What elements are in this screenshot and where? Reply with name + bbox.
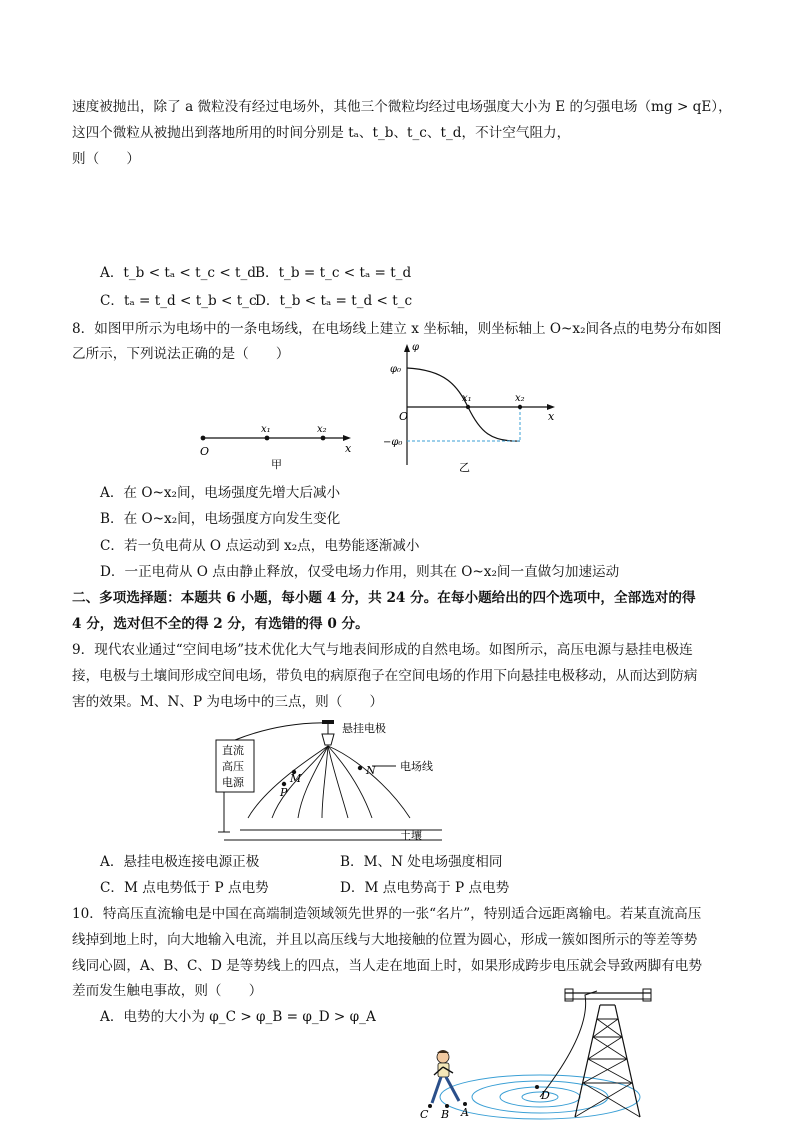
label-phi: φ — [412, 342, 420, 353]
q10-stem-line4: 差而发生触电事故，则（ ） — [72, 983, 263, 999]
point-d — [535, 1085, 539, 1089]
field-line-6 — [328, 746, 372, 818]
transmission-tower — [565, 989, 651, 1117]
q10-option-a[interactable]: A．电势的大小为 φ_C > φ_B = φ_D > φ_A — [100, 1009, 376, 1025]
q9-option-d[interactable]: D．M 点电势高于 P 点电势 — [340, 880, 510, 896]
q8-figure-b — [365, 340, 565, 475]
label-x2: x₂ — [515, 393, 525, 404]
label-x: x — [548, 410, 555, 423]
caption-yi: 乙 — [459, 461, 470, 474]
field-line-5 — [328, 746, 348, 818]
q9-option-c[interactable]: C．M 点电势低于 P 点电势 — [100, 880, 269, 896]
caption-jia: 甲 — [271, 458, 282, 471]
field-line-1 — [248, 746, 328, 818]
q8-option-b[interactable]: B．在 O~x₂间，电场强度方向发生变化 — [100, 511, 341, 527]
potential-curve — [407, 368, 520, 441]
label-x: x — [345, 442, 352, 455]
label-m: M — [290, 772, 302, 785]
electrode-mount — [322, 720, 334, 724]
q7-stem-line1: 速度被抛出，除了 a 微粒没有经过电场外，其他三个微粒均经过电场强度大小为 E 的匀强电场（mg > qE）， — [72, 99, 732, 115]
q7-option-b[interactable]: B．t_b = t_c < tₐ = t_d — [255, 265, 412, 281]
point-c — [428, 1104, 432, 1108]
point-o — [201, 436, 206, 441]
point-x2 — [321, 436, 326, 441]
q9-option-b[interactable]: B．M、N 处电场强度相同 — [340, 854, 503, 870]
q8-stem-line2: 乙所示，下列说法正确的是（ ） — [72, 346, 290, 362]
q9-stem-line1: 9．现代农业通过“空间电场”技术优化大气与地表间形成的自然电场。如图所示，高压电源与悬挂电极连 — [72, 642, 693, 658]
q10-stem-line1: 10．特高压直流输电是中国在高端制造领域领先世界的一张“名片”，特别适合远距离输电。若某直流高压 — [72, 906, 702, 922]
q8-stem-line1: 8．如图甲所示为电场中的一条电场线，在电场线上建立 x 坐标轴，则坐标轴上 O~x₂间各点的电势分布如图 — [72, 321, 722, 337]
walking-person — [432, 1050, 459, 1103]
label-o: O — [399, 410, 409, 423]
q10-figure — [415, 985, 665, 1120]
power-label-1: 直流 — [222, 744, 244, 757]
label-c: C — [420, 1108, 429, 1121]
section2-heading-line2: 4 分，选对但不全的得 2 分，有选错的得 0 分。 — [72, 616, 369, 632]
q9-stem-line2: 接，电极与土壤间形成空间电场，带负电的病原孢子在空间电场的作用下向悬挂电极移动，从而达到防病 — [72, 668, 698, 684]
q9-stem-line3: 害的效果。M、N、P 为电场中的三点，则（ ） — [72, 694, 384, 710]
fieldline-label: 电场线 — [400, 760, 433, 773]
supply-wire — [235, 723, 328, 740]
label-n: N — [366, 764, 376, 777]
power-label-3: 电源 — [222, 776, 244, 789]
electrode-body — [322, 734, 334, 745]
label-o: O — [200, 445, 210, 458]
label-p: P — [280, 786, 288, 799]
q7-option-d[interactable]: D．t_b < tₐ = t_d < t_c — [255, 293, 413, 309]
q7-stem-line2: 这四个微粒从被抛出到落地所用的时间分别是 tₐ、t_b、t_c、t_d，不计空气阻力， — [72, 125, 571, 141]
point-n — [358, 766, 362, 770]
power-label-2: 高压 — [222, 760, 244, 773]
point-x2 — [518, 405, 522, 409]
label-a: A — [461, 1106, 469, 1119]
q9-figure — [210, 718, 450, 846]
q7-option-c[interactable]: C．tₐ = t_d < t_b < t_c — [100, 293, 257, 309]
label-b: B — [441, 1108, 450, 1121]
q8-figure-a — [195, 420, 360, 472]
section2-heading-line1: 二、多项选择题：本题共 6 小题，每小题 4 分，共 24 分。在每小题给出的四个选项中，全部选对的得 — [72, 590, 696, 606]
label-phi0: φ₀ — [390, 364, 402, 375]
q10-stem-line2: 线掉到地上时，向大地输入电流，并且以高压线与大地接触的位置为圆心，形成一簇如图所示的等差等势 — [72, 932, 698, 948]
q8-option-c[interactable]: C．若一负电荷从 O 点运动到 x₂点，电势能逐渐减小 — [100, 538, 420, 554]
x-axis-arrow — [343, 435, 351, 441]
label-x1: x₁ — [261, 424, 271, 435]
electrode-label: 悬挂电极 — [342, 722, 386, 735]
soil-label: 土壤 — [400, 829, 422, 842]
q10-stem-line3: 线同心圆，A、B、C、D 是等势线上的四点，当人走在地面上时，如果形成跨步电压就会导致两脚有电势 — [72, 958, 702, 974]
point-x1 — [466, 405, 470, 409]
q8-option-d[interactable]: D．一正电荷从 O 点由静止释放，仅受电场力作用，则其在 O~x₂间一直做匀加速运动 — [100, 564, 620, 580]
point-x1 — [265, 436, 270, 441]
q9-option-a[interactable]: A．悬挂电极连接电源正极 — [100, 854, 260, 870]
phi-axis-arrow — [404, 344, 410, 352]
field-line-7 — [328, 746, 410, 818]
label-x2: x₂ — [317, 424, 327, 435]
label-neg-phi0: −φ₀ — [383, 437, 403, 448]
q8-option-a[interactable]: A．在 O~x₂间，电场强度先增大后减小 — [100, 485, 341, 501]
label-d: D — [541, 1089, 550, 1102]
q7-option-a[interactable]: A．t_b < tₐ < t_c < t_d — [100, 265, 257, 281]
q7-stem-line3: 则（ ） — [72, 151, 140, 167]
label-x1: x₁ — [462, 393, 472, 404]
